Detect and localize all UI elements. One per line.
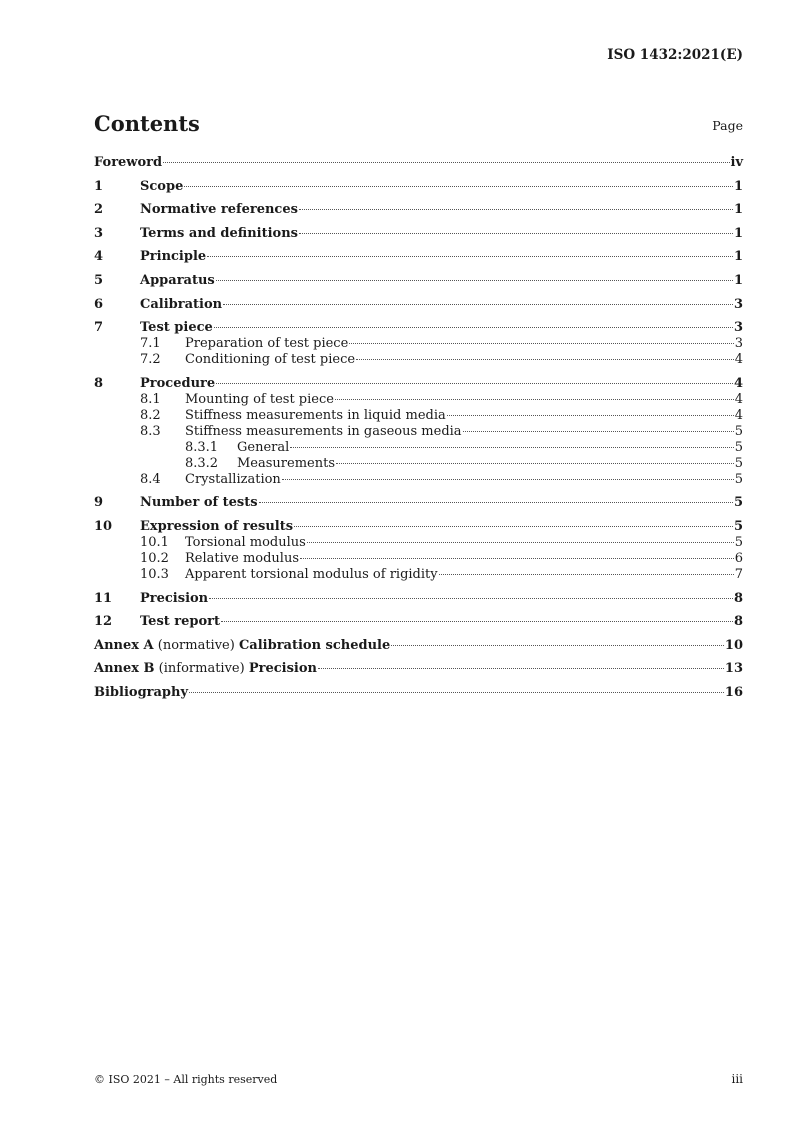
copyright-notice: © ISO 2021 – All rights reserved (94, 1073, 278, 1086)
toc-entry-title: Precision (140, 590, 209, 606)
toc-entry[interactable] (94, 202, 743, 218)
page-column-label: Page (712, 118, 743, 133)
toc-entry-number: 8.2 (140, 407, 161, 423)
toc-entry-page: 1 (733, 272, 743, 288)
toc-entry[interactable] (94, 685, 743, 701)
toc-entry-title: General (237, 439, 290, 455)
toc-entry[interactable] (94, 638, 743, 654)
table-of-contents (94, 155, 743, 701)
toc-entry-page: 5 (734, 534, 743, 550)
dot-leader (163, 162, 729, 163)
toc-entry[interactable] (94, 408, 743, 424)
toc-entry-page: 5 (734, 439, 743, 455)
dot-leader (391, 645, 724, 646)
toc-entry-title: Procedure (140, 375, 216, 391)
dot-leader (221, 621, 733, 622)
toc-entry-page: 1 (733, 202, 743, 218)
toc-entry-title (94, 661, 317, 677)
toc-entry-title: Preparation of test piece (185, 336, 349, 352)
dot-leader (349, 343, 733, 344)
toc-entry-number: 5 (94, 272, 104, 288)
toc-entry-page: 5 (733, 518, 743, 534)
toc-entry-page: 4 (733, 375, 743, 391)
toc-entry-title: Conditioning of test piece (185, 352, 356, 368)
toc-entry[interactable] (94, 249, 743, 265)
toc-entry-title: Measurements (237, 455, 335, 471)
toc-entry-page: iv (730, 155, 743, 170)
toc-entry-page: 1 (733, 178, 743, 194)
toc-entry-title: Calibration (140, 296, 223, 312)
dot-leader (439, 574, 734, 575)
toc-entry[interactable] (94, 519, 743, 535)
toc-entry-page: 1 (733, 225, 743, 241)
toc-entry-number: 8.1 (140, 391, 161, 407)
toc-entry[interactable] (94, 320, 743, 336)
toc-entry[interactable] (94, 472, 743, 488)
toc-entry-page: 3 (733, 296, 743, 312)
toc-entry-title: Scope (140, 178, 184, 194)
page-number: iii (731, 1072, 743, 1086)
dot-leader (318, 668, 724, 669)
toc-entry-number: 8.3.1 (185, 439, 219, 455)
dot-leader (207, 256, 733, 257)
annex-label: Annex B (94, 661, 155, 677)
toc-entry-title: Mounting of test piece (185, 391, 334, 407)
toc-entry-number: 8 (94, 375, 104, 391)
toc-entry[interactable] (94, 336, 743, 352)
dot-leader (447, 415, 734, 416)
toc-entry-number: 8.3 (140, 423, 161, 439)
toc-entry-page: 8 (733, 590, 743, 606)
document-id: ISO 1432:2021(E) (607, 47, 743, 63)
toc-entry-page: 4 (734, 352, 743, 368)
toc-entry-page: 13 (724, 661, 743, 677)
toc-entry[interactable] (94, 226, 743, 242)
toc-entry-number: 10 (94, 518, 113, 534)
toc-entry-title: Crystallization (185, 471, 281, 487)
toc-entry-number: 7.1 (140, 336, 161, 352)
toc-entry[interactable] (94, 535, 743, 551)
toc-entry-title: Normative references (140, 202, 298, 218)
toc-entry-page: 5 (734, 471, 743, 487)
toc-entry-number: 11 (94, 590, 113, 606)
toc-entry[interactable] (94, 661, 743, 677)
toc-entry-title: Principle (140, 249, 207, 265)
dot-leader (307, 542, 734, 543)
toc-entry-number: 10.2 (140, 550, 169, 566)
toc-entry-page: 5 (733, 495, 743, 511)
toc-entry-number: 10.1 (140, 534, 169, 550)
toc-entry-page: 1 (733, 249, 743, 265)
toc-entry-title: Number of tests (140, 495, 258, 511)
dot-leader (259, 502, 733, 503)
toc-entry[interactable] (94, 273, 743, 289)
toc-entry-title: Foreword (94, 155, 163, 170)
toc-entry[interactable] (94, 440, 743, 456)
toc-entry[interactable] (94, 495, 743, 511)
toc-entry-number: 9 (94, 495, 104, 511)
page-title: Contents (94, 111, 200, 136)
toc-entry[interactable] (94, 567, 743, 583)
toc-entry-page: 16 (724, 684, 743, 700)
toc-entry-number: 3 (94, 225, 104, 241)
dot-leader (336, 463, 734, 464)
toc-entry-title: Apparent torsional modulus of rigidity (185, 566, 438, 582)
annex-title: Precision (248, 661, 317, 677)
toc-entry-number: 1 (94, 178, 104, 194)
toc-entry-number: 8.4 (140, 471, 161, 487)
dot-leader (299, 233, 733, 234)
toc-entry-number: 12 (94, 614, 113, 630)
toc-entry-number: 8.3.2 (185, 455, 219, 471)
toc-entry-page: 5 (734, 455, 743, 471)
annex-label: Annex A (94, 637, 154, 653)
toc-entry-page: 4 (734, 391, 743, 407)
dot-leader (282, 479, 734, 480)
toc-entry-page: 3 (733, 320, 743, 336)
annex-type-note: (normative) (153, 637, 239, 653)
dot-leader (189, 692, 724, 693)
toc-entry-title: Stiffness measurements in gaseous media (185, 423, 462, 439)
toc-entry-title: Test report (140, 614, 221, 630)
dot-leader (216, 383, 733, 384)
toc-entry[interactable] (94, 376, 743, 392)
dot-leader (290, 447, 733, 448)
toc-entry-page: 4 (734, 407, 743, 423)
toc-entry[interactable] (94, 614, 743, 630)
dot-leader (356, 359, 734, 360)
dot-leader (209, 598, 733, 599)
dot-leader (300, 558, 734, 559)
toc-entry-page: 8 (733, 614, 743, 630)
dot-leader (184, 186, 733, 187)
toc-entry[interactable] (94, 155, 743, 171)
toc-entry[interactable] (94, 424, 743, 440)
toc-entry-number: 10.3 (140, 566, 169, 582)
toc-entry-title: Apparatus (140, 272, 215, 288)
toc-entry[interactable] (94, 456, 743, 472)
toc-entry-number: 6 (94, 296, 104, 312)
toc-entry-page: 5 (734, 423, 743, 439)
toc-entry-title (94, 638, 390, 654)
toc-entry-page: 6 (734, 550, 743, 566)
dot-leader (335, 399, 734, 400)
dot-leader (214, 327, 733, 328)
dot-leader (299, 209, 733, 210)
toc-entry-title: Stiffness measurements in liquid media (185, 407, 446, 423)
toc-entry-page: 7 (734, 566, 743, 582)
toc-entry[interactable] (94, 297, 743, 313)
toc-entry[interactable] (94, 352, 743, 368)
toc-entry-number: 2 (94, 202, 104, 218)
dot-leader (294, 526, 733, 527)
toc-entry[interactable] (94, 392, 743, 408)
dot-leader (223, 304, 733, 305)
toc-entry-number: 4 (94, 249, 104, 265)
annex-type-note: (informative) (154, 661, 249, 677)
toc-entry-page: 3 (734, 336, 743, 352)
dot-leader (216, 280, 733, 281)
toc-entry-page: 10 (724, 637, 743, 653)
toc-entry[interactable] (94, 551, 743, 567)
toc-entry-title: Bibliography (94, 684, 189, 700)
toc-entry[interactable] (94, 179, 743, 195)
dot-leader (463, 431, 734, 432)
toc-entry-title: Expression of results (140, 518, 294, 534)
toc-entry-title: Terms and definitions (140, 225, 298, 241)
toc-entry[interactable] (94, 591, 743, 607)
toc-entry-number: 7.2 (140, 352, 161, 368)
toc-entry-title: Relative modulus (185, 550, 299, 566)
toc-entry-title: Torsional modulus (185, 534, 306, 550)
annex-title: Calibration schedule (238, 637, 391, 653)
toc-entry-number: 7 (94, 320, 104, 336)
toc-entry-title: Test piece (140, 320, 213, 336)
